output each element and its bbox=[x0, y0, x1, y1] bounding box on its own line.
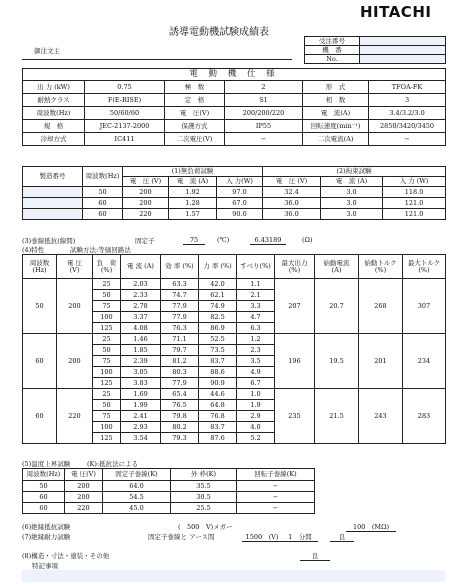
temp-rise-table bbox=[22, 468, 315, 514]
table-cell: 52.5 bbox=[199, 334, 237, 345]
table-cell: 35.5 bbox=[171, 481, 237, 492]
column-header: 入 力(W) bbox=[217, 177, 263, 187]
table-cell: 74.9 bbox=[199, 301, 237, 312]
table-cell: 45.0 bbox=[103, 503, 171, 514]
table-cell: 87.6 bbox=[199, 433, 237, 444]
spec-label: 保護方式 bbox=[165, 120, 225, 133]
table-cell: 79.8 bbox=[161, 411, 199, 422]
model-label: 機 番 bbox=[305, 46, 360, 55]
table-cell: 77.9 bbox=[161, 301, 199, 312]
characteristics-label: (4)特性 bbox=[22, 246, 45, 254]
table-cell: 3.5 bbox=[237, 356, 275, 367]
table-cell: 3.3 bbox=[237, 301, 275, 312]
temp-rise-label: (5)温度上昇試験 bbox=[22, 460, 71, 468]
spec-label: 極 数 bbox=[165, 81, 225, 94]
document-title: 誘導電動機試験成績表 bbox=[169, 27, 269, 38]
table-cell: 2.3 bbox=[237, 345, 275, 356]
resistance-temp-unit: (℃) bbox=[217, 236, 230, 244]
table-cell: 32.4 bbox=[263, 187, 321, 198]
spec-label: 相 数 bbox=[303, 94, 369, 107]
table-cell: 86.9 bbox=[199, 323, 237, 334]
withstand-detail: 固定子巻線と アース間 bbox=[148, 533, 215, 541]
table-cell: 25.5 bbox=[171, 503, 237, 514]
group-freq: 60 bbox=[23, 389, 57, 444]
table-cell: − bbox=[237, 492, 315, 503]
spec-label: 電 圧(V) bbox=[165, 107, 225, 120]
table-cell: 25 bbox=[93, 334, 121, 345]
table-cell: 4.9 bbox=[237, 367, 275, 378]
spec-value: JEC-2137-2000 bbox=[85, 120, 165, 133]
spec-title: 電 動 機 仕 様 bbox=[23, 69, 446, 81]
spec-value: 50/60/60 bbox=[85, 107, 165, 120]
table-cell: 6.7 bbox=[237, 378, 275, 389]
max-torque: 283 bbox=[403, 389, 446, 444]
start-torque: 201 bbox=[359, 334, 403, 389]
insulation-value: 100 (MΩ) bbox=[346, 522, 396, 532]
insulation-label: (6)絶縁抵抗試験 bbox=[22, 523, 71, 531]
spec-label: 出 力 (kW) bbox=[23, 81, 85, 94]
group-volt: 200 bbox=[57, 334, 93, 389]
table-cell: 62.1 bbox=[199, 290, 237, 301]
table-cell: 83.7 bbox=[199, 356, 237, 367]
table-cell: 2.41 bbox=[121, 411, 161, 422]
spec-value: 200/200/220 bbox=[225, 107, 303, 120]
max-output: 196 bbox=[275, 334, 315, 389]
notes-label: 特記事項 bbox=[32, 562, 58, 570]
table-cell: 118.0 bbox=[383, 187, 446, 198]
table-cell: 2.93 bbox=[121, 422, 161, 433]
column-header: 効 率 (%) bbox=[161, 255, 199, 279]
spec-label: 電 流(A) bbox=[303, 107, 369, 120]
spec-label: 二次電流(A) bbox=[303, 133, 369, 146]
table-cell: 200 bbox=[65, 481, 103, 492]
table-cell: 1.46 bbox=[121, 334, 161, 345]
table-cell: 3.0 bbox=[321, 209, 383, 220]
temp-rise-method: (K):抵抗法による bbox=[87, 460, 139, 468]
serial-value bbox=[23, 187, 83, 198]
column-header: 外 枠(K) bbox=[171, 469, 237, 481]
table-cell: 80.3 bbox=[161, 367, 199, 378]
structure-result: 良 bbox=[300, 551, 330, 561]
freq-label: 周波数(Hz) bbox=[83, 167, 123, 187]
noload-test-label: (1)無負荷試験 bbox=[123, 167, 263, 177]
table-cell: 60 bbox=[83, 209, 123, 220]
max-output: 207 bbox=[275, 279, 315, 334]
column-header: 電 圧 (V) bbox=[263, 177, 321, 187]
spec-value: TFOA-FK bbox=[369, 81, 446, 94]
spec-label: 周波数(Hz) bbox=[23, 107, 85, 120]
table-cell: 100 bbox=[93, 312, 121, 323]
table-cell: 1.9 bbox=[237, 400, 275, 411]
table-cell: 100 bbox=[93, 367, 121, 378]
insulation-spec: ( 500 V)メガー bbox=[178, 523, 233, 531]
table-cell: 36.0 bbox=[263, 209, 321, 220]
table-cell: 81.2 bbox=[161, 356, 199, 367]
model-value bbox=[360, 46, 446, 55]
table-cell: 100 bbox=[93, 422, 121, 433]
resistance-unit: (Ω) bbox=[302, 236, 313, 244]
table-cell: 50 bbox=[93, 290, 121, 301]
spec-label: 二次電圧(V) bbox=[165, 133, 225, 146]
table-cell: 5.2 bbox=[237, 433, 275, 444]
resistance-label: (3)巻線抵抗(線間) bbox=[22, 237, 76, 245]
spec-label: 定 格 bbox=[165, 94, 225, 107]
table-cell: − bbox=[237, 503, 315, 514]
table-cell: 60 bbox=[23, 503, 65, 514]
table-cell: 79.3 bbox=[161, 433, 199, 444]
max-torque: 307 bbox=[403, 279, 446, 334]
table-cell: 25 bbox=[93, 389, 121, 400]
table-cell: 67.0 bbox=[217, 198, 263, 209]
table-cell: 90.0 bbox=[217, 209, 263, 220]
column-header: 周波数 (Hz) bbox=[23, 255, 57, 279]
spec-label: 回転速度(min⁻¹) bbox=[303, 120, 369, 133]
table-cell: 3.05 bbox=[121, 367, 161, 378]
table-cell: 2.39 bbox=[121, 356, 161, 367]
spec-table bbox=[22, 68, 446, 146]
column-header: 電 流 (A) bbox=[121, 255, 161, 279]
table-cell: 121.0 bbox=[383, 209, 446, 220]
table-cell: 77.9 bbox=[161, 312, 199, 323]
column-header: 電 圧(V) bbox=[65, 469, 103, 481]
start-current: 21.5 bbox=[315, 389, 359, 444]
column-header: 電 流 (A) bbox=[321, 177, 383, 187]
withstand-label: (7)絶縁耐力試験 bbox=[22, 533, 71, 541]
receipt-table bbox=[304, 36, 446, 64]
column-header: 入 力 (W) bbox=[383, 177, 446, 187]
locked-test-label: (2)拘束試験 bbox=[263, 167, 446, 177]
table-cell: 2.9 bbox=[237, 411, 275, 422]
table-cell: 2.03 bbox=[121, 279, 161, 290]
table-cell: 6.3 bbox=[237, 323, 275, 334]
table-cell: 1.28 bbox=[169, 198, 217, 209]
customer-label: 御注文主 bbox=[34, 47, 60, 55]
table-cell: 1.69 bbox=[121, 389, 161, 400]
resistance-temp: 75 bbox=[183, 236, 205, 245]
spec-value: 2 bbox=[225, 81, 303, 94]
table-cell: 125 bbox=[93, 433, 121, 444]
spec-value: 3 bbox=[369, 94, 446, 107]
column-header: 始動トルク (%) bbox=[359, 255, 403, 279]
table-cell: 3.54 bbox=[121, 433, 161, 444]
table-cell: 76.5 bbox=[161, 400, 199, 411]
withstand-time: 1 分間 bbox=[282, 532, 318, 542]
table-cell: 1.2 bbox=[237, 334, 275, 345]
table-cell: 73.5 bbox=[199, 345, 237, 356]
group-volt: 200 bbox=[57, 279, 93, 334]
table-cell: 125 bbox=[93, 378, 121, 389]
table-cell: 121.0 bbox=[383, 198, 446, 209]
table-cell: 1.92 bbox=[169, 187, 217, 198]
table-cell: 2.33 bbox=[121, 290, 161, 301]
table-cell: 74.7 bbox=[161, 290, 199, 301]
table-cell: 3.0 bbox=[321, 198, 383, 209]
notes-field bbox=[22, 570, 445, 582]
table-cell: 1.99 bbox=[121, 400, 161, 411]
spec-label: 規 格 bbox=[23, 120, 85, 133]
withstand-result: 良 bbox=[330, 532, 354, 542]
no-value bbox=[360, 55, 446, 64]
spec-value: − bbox=[369, 133, 446, 146]
table-cell: 97.0 bbox=[217, 187, 263, 198]
customer-underline bbox=[22, 59, 292, 60]
column-header: 回転子巻線(K) bbox=[237, 469, 315, 481]
table-cell: 50 bbox=[93, 400, 121, 411]
column-header: 固定子巻線(K) bbox=[103, 469, 171, 481]
receipt-no-value bbox=[360, 37, 446, 46]
group-volt: 220 bbox=[57, 389, 93, 444]
spec-value: − bbox=[225, 133, 303, 146]
start-current: 20.7 bbox=[315, 279, 359, 334]
table-cell: 1.57 bbox=[169, 209, 217, 220]
table-cell: 75 bbox=[93, 356, 121, 367]
spec-label: 耐熱クラス bbox=[23, 94, 85, 107]
column-header: 始動電流 (A) bbox=[315, 255, 359, 279]
table-cell: 30.5 bbox=[171, 492, 237, 503]
table-cell: 71.1 bbox=[161, 334, 199, 345]
structure-label: (8)構造・寸法・塗装・その他 bbox=[22, 552, 110, 560]
table-cell: 42.0 bbox=[199, 279, 237, 290]
table-cell: 75 bbox=[93, 301, 121, 312]
spec-value: F(E-RISE) bbox=[85, 94, 165, 107]
table-cell: 1.0 bbox=[237, 389, 275, 400]
noload-locked-table bbox=[22, 166, 446, 220]
table-cell: 200 bbox=[123, 187, 169, 198]
spec-value: 0.75 bbox=[85, 81, 165, 94]
table-cell: − bbox=[237, 481, 315, 492]
start-torque: 268 bbox=[359, 279, 403, 334]
column-header: 力 率 (%) bbox=[199, 255, 237, 279]
table-cell: 76.8 bbox=[199, 411, 237, 422]
table-cell: 50 bbox=[93, 345, 121, 356]
resistance-value: 6.43189 bbox=[250, 236, 286, 245]
max-output: 235 bbox=[275, 389, 315, 444]
table-cell: 54.5 bbox=[103, 492, 171, 503]
table-cell: 83.7 bbox=[199, 422, 237, 433]
column-header: 周波数(Hz) bbox=[23, 469, 65, 481]
brand-logo: HITACHI bbox=[360, 3, 432, 21]
column-header: 最大出力 (%) bbox=[275, 255, 315, 279]
withstand-volt: 1500 (V) bbox=[242, 532, 282, 542]
spec-value: IP55 bbox=[225, 120, 303, 133]
table-cell: 4.08 bbox=[121, 323, 161, 334]
start-torque: 243 bbox=[359, 389, 403, 444]
serial-value bbox=[23, 198, 83, 209]
table-cell: 3.83 bbox=[121, 378, 161, 389]
table-cell: 64.0 bbox=[103, 481, 171, 492]
spec-label: 冷却方式 bbox=[23, 133, 85, 146]
group-freq: 60 bbox=[23, 334, 57, 389]
table-cell: 90.9 bbox=[199, 378, 237, 389]
table-cell: 65.4 bbox=[161, 389, 199, 400]
table-cell: 200 bbox=[123, 198, 169, 209]
table-cell: 4.0 bbox=[237, 422, 275, 433]
spec-value: S1 bbox=[225, 94, 303, 107]
column-header: 電 圧 (V) bbox=[57, 255, 93, 279]
table-cell: 60 bbox=[23, 492, 65, 503]
characteristics-table bbox=[22, 254, 446, 444]
table-cell: 82.5 bbox=[199, 312, 237, 323]
table-cell: 220 bbox=[65, 503, 103, 514]
column-header: 電 流 (A) bbox=[169, 177, 217, 187]
column-header: 負 荷 (%) bbox=[93, 255, 121, 279]
start-current: 19.5 bbox=[315, 334, 359, 389]
table-cell: 3.37 bbox=[121, 312, 161, 323]
group-freq: 50 bbox=[23, 279, 57, 334]
spec-value: 2850/3420/3450 bbox=[369, 120, 446, 133]
table-cell: 88.6 bbox=[199, 367, 237, 378]
table-cell: 44.6 bbox=[199, 389, 237, 400]
serial-value bbox=[23, 209, 83, 220]
column-header: 電 圧 (V) bbox=[123, 177, 169, 187]
table-cell: 2.1 bbox=[237, 290, 275, 301]
table-cell: 4.7 bbox=[237, 312, 275, 323]
table-cell: 76.3 bbox=[161, 323, 199, 334]
table-cell: 220 bbox=[123, 209, 169, 220]
table-cell: 36.0 bbox=[263, 198, 321, 209]
spec-value: IC411 bbox=[85, 133, 165, 146]
column-header: すべり(%) bbox=[237, 255, 275, 279]
table-cell: 80.2 bbox=[161, 422, 199, 433]
table-cell: 2.78 bbox=[121, 301, 161, 312]
table-cell: 25 bbox=[93, 279, 121, 290]
table-cell: 1.85 bbox=[121, 345, 161, 356]
table-cell: 77.9 bbox=[161, 378, 199, 389]
table-cell: 79.7 bbox=[161, 345, 199, 356]
stator-label: 固定子 bbox=[135, 237, 155, 245]
serial-label: 製造番号 bbox=[23, 167, 83, 187]
table-cell: 1.1 bbox=[237, 279, 275, 290]
table-cell: 75 bbox=[93, 411, 121, 422]
no-label: No. bbox=[305, 55, 360, 64]
spec-value: 3.4/3.2/3.0 bbox=[369, 107, 446, 120]
table-cell: 200 bbox=[65, 492, 103, 503]
table-cell: 63.3 bbox=[161, 279, 199, 290]
receipt-no-label: 受注番号 bbox=[305, 37, 360, 46]
column-header: 最大トルク (%) bbox=[403, 255, 446, 279]
table-cell: 3.0 bbox=[321, 187, 383, 198]
table-cell: 125 bbox=[93, 323, 121, 334]
table-cell: 64.8 bbox=[199, 400, 237, 411]
table-cell: 60 bbox=[83, 198, 123, 209]
spec-label: 形 式 bbox=[303, 81, 369, 94]
test-method: 試験方法:等価回路法 bbox=[70, 246, 131, 254]
max-torque: 234 bbox=[403, 334, 446, 389]
table-cell: 50 bbox=[23, 481, 65, 492]
table-cell: 50 bbox=[83, 187, 123, 198]
